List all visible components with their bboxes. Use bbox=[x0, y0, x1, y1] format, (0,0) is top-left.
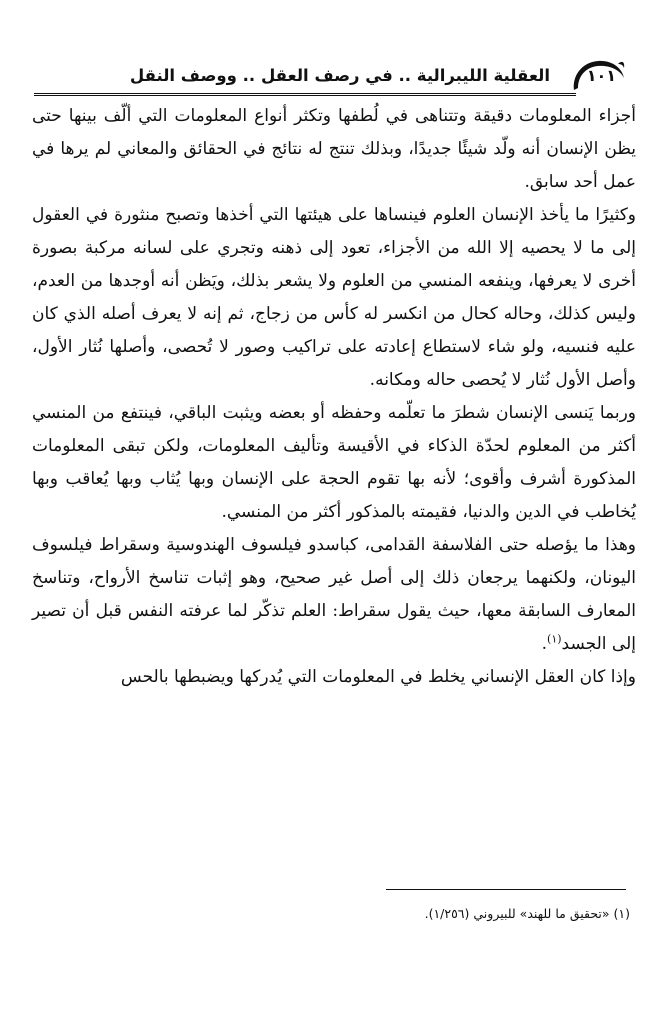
paragraph-4-text: وهذا ما يؤصله حتى الفلاسفة القدامى، كباسدو فيلسوف الهندوسية وسقراط فيلسوف اليونان، ولكنهما يرجعان ذلك إلى أصل غير صحيح، وهو إثبات تناسخ الأرواح، وتناسخ المعارف السابقة معها، حيث يقول سقراط: العلم تذكّر لما عرفته النفس قبل أن تصير إلى الجسد bbox=[32, 535, 636, 654]
footnote-marker[interactable]: (١) bbox=[547, 632, 562, 646]
paragraph-5: وإذا كان العقل الإنساني يخلط في المعلومات التي يُدركها ويضبطها بالحس bbox=[120, 667, 636, 687]
paragraph-2: وكثيرًا ما يأخذ الإنسان العلوم فينساها على هيئتها التي أخذها وتصبح منثورة في العقول إلى ما لا يحصيه إلا الله من الأجزاء، تعود إلى ذهنه وتجري على لسانه مركبة بصورة أخرى لا يعرفها، وينفعه المنسي من العلوم ولا يشعر بذلك، ويَظن أنه أوجدها من العدم، وليس كذلك، وحاله كحال من انكسر له كأس من زجاج، ثم إنه لا يعرف أصله الذي كان عليه فنسيه، ولو شاء لاستطاع إعادته على تراكيب وصور لا تُحصى، وأصلها نُثار الأول، وأصل الأول نُثار لا يُحصى حاله ومكانه. bbox=[32, 205, 636, 390]
paragraph-1: أجزاء المعلومات دقيقة وتتناهى في لُطفها وتكثر أنواع المعلومات التي ألّف بينها حتى يظن الإنسان أنه ولّد شيئًا جديدًا، وبذلك تنتج له نتائج في الحقائق والمعاني لم يرها في عمل أحد سابق. bbox=[32, 106, 636, 192]
header-rule bbox=[34, 93, 576, 96]
footnote: (١) «تحقيق ما للهند» للبيروني (١/٢٥٦). bbox=[424, 906, 630, 921]
paragraph-3: وربما يَنسى الإنسان شطرَ ما تعلّمه وحفظه أو بعضه ويثبت الباقي، فينتفع من المنسي أكثر من المعلوم لحدّة الذكاء في الأقيسة وتأليف المعلومات، ولكن تبقى المعلومات المذكورة أشرف وأقوى؛ لأنه بها تقوم الحجة على الإنسان وبها يُثاب وبها يُعاقب وبها يُخاطب في الدين والدنيا، فقيمته بالمذكور أكثر من المنسي. bbox=[32, 403, 636, 522]
paragraph-4 bbox=[32, 529, 636, 661]
body-text bbox=[32, 100, 636, 694]
running-title: العقلية الليبرالية .. في رصف العقل .. ووصف النقل bbox=[129, 66, 550, 85]
footnote-divider bbox=[386, 889, 626, 890]
page-number: ١٠١ bbox=[586, 66, 616, 85]
paragraph-4-end: . bbox=[541, 634, 548, 654]
page-header bbox=[34, 56, 636, 96]
